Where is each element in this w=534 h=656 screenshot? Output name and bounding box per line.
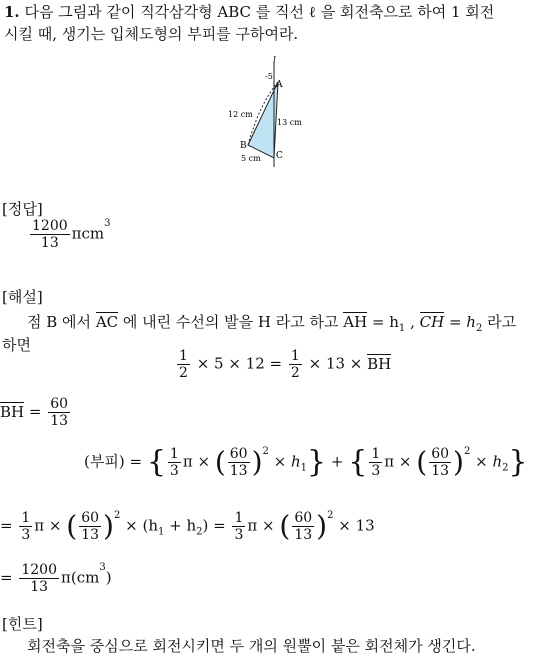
problem-text-1: 다음 그림과 같이 직각삼각형 ABC 를 직선 ℓ 을 회전축으로 하여 1 회전 <box>24 3 495 21</box>
top-label: -5 <box>265 72 273 81</box>
answer-unit: πcm <box>71 224 105 243</box>
side-13-label: 13 cm <box>277 118 302 127</box>
triangle-figure <box>215 55 325 170</box>
vertex-c-label: C <box>276 151 283 161</box>
axis-label: l <box>273 56 276 66</box>
solution-header: [해설] <box>2 288 43 306</box>
answer-unit-exp: 3 <box>104 218 111 229</box>
answer-fraction <box>30 218 70 251</box>
answer-value <box>28 218 111 251</box>
answer-numerator: 1200 <box>32 218 68 234</box>
segment-ac: AC <box>95 313 119 331</box>
equation-4: = $\frac{1}{3}$ π × ( $\frac{60}{13}$ )$^2 \times (h_1 + h_2)$ = $\frac{1}{3}$ π × ( $\frac{60}{13}$ )$^2$ × 13 <box>0 509 375 543</box>
problem-line-1 <box>4 2 494 22</box>
problem-line-2: 시킬 때, 생기는 입체도형의 부피를 구하여라. <box>4 25 299 43</box>
solution-line-2: 하면 <box>2 336 31 354</box>
equation-2: BH = $\frac{60}{13}$ <box>0 396 69 429</box>
equation-3: (부피) = { $\frac{1}{3}$ π × ( $\frac{60}{13}$ )$^2 \times h_1$} + { $\frac{1}{3}$ π × ( $\frac{60}{13}$ )$^2 \times h_2$} <box>84 444 528 480</box>
hint-header: [힌트] <box>2 615 43 633</box>
problem-number: 1. <box>4 3 20 21</box>
answer-header: [정답] <box>2 200 43 218</box>
answer-denominator: 13 <box>40 235 59 251</box>
segment-ah: AH <box>343 313 368 331</box>
vertex-a-label: A <box>276 80 283 90</box>
segment-ch: CH <box>419 313 445 331</box>
equation-1: $\frac{1}{2}$ × 5 × 12 = $\frac{1}{2}$ × 13 × BH <box>179 348 392 381</box>
vertex-b-label: B <box>240 141 247 151</box>
side-5-label: 5 cm <box>241 154 261 163</box>
hint-text: 회전축을 중심으로 회전시키면 두 개의 원뿔이 붙은 회전체가 생긴다. <box>27 637 476 655</box>
equation-5: = $\frac{1200}{13}$ $\pi(cm^3)$ <box>0 562 112 595</box>
solution-line-1: 점 B 에서 AC 에 내린 수선의 발을 H 라고 하고 AH = $h_1$ , CH = $h_2$ 라고 <box>27 313 517 334</box>
side-12-label: 12 cm <box>228 110 253 119</box>
